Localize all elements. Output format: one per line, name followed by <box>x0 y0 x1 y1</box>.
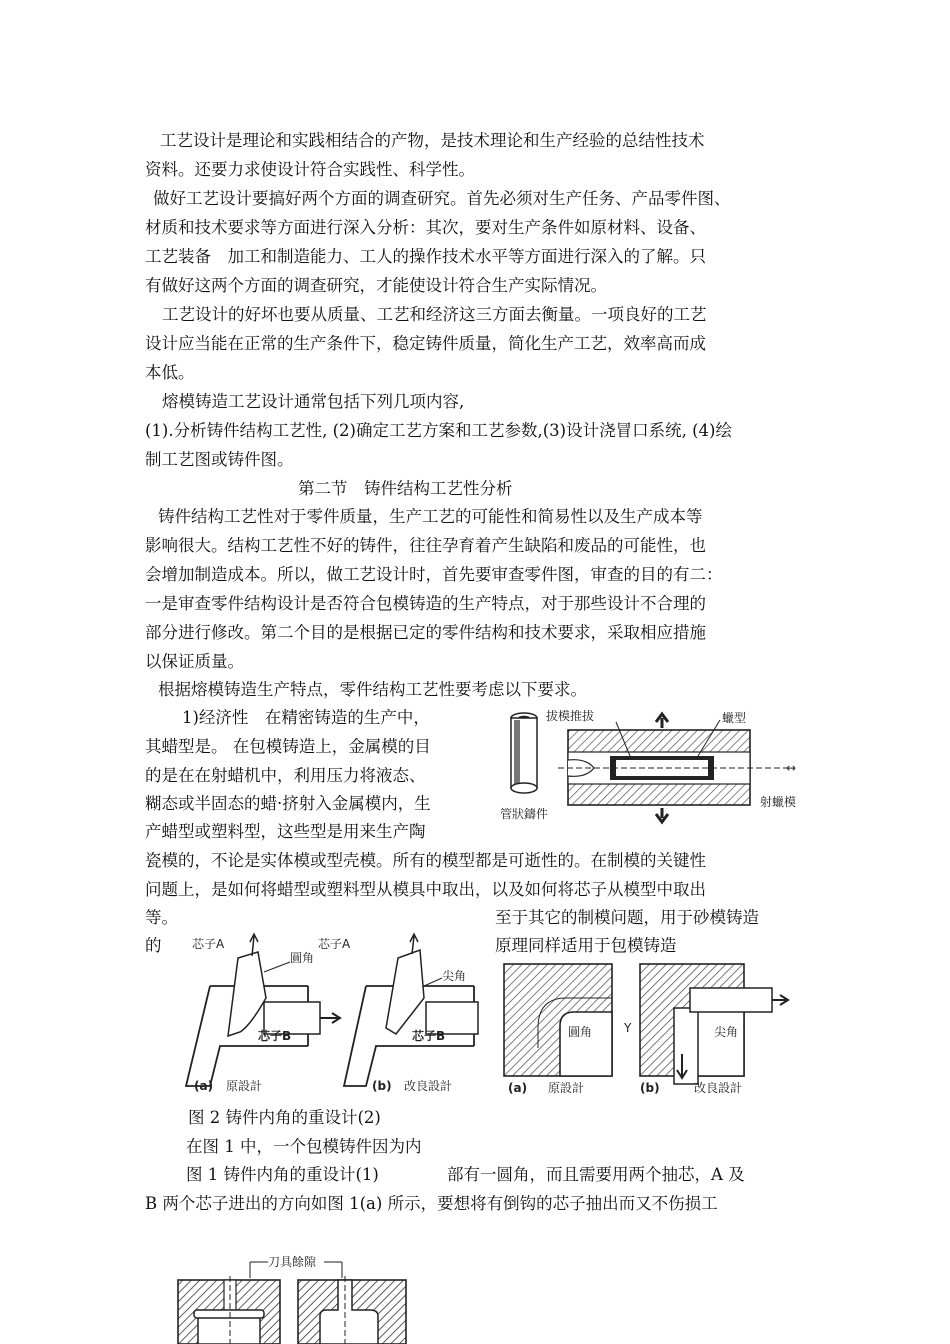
economy-line-3: 的是在在射蜡机中，利用压力将液态、 <box>145 766 426 785</box>
economy-line-8-left: 等。 <box>145 908 178 927</box>
figure-1-panel-b <box>318 934 478 1093</box>
wax-injection-figure <box>498 700 808 830</box>
arrow-up-icon <box>656 714 668 728</box>
structure-line-2: 影响很大。结构工艺性不好的铸件，往往孕育着产生缺陷和废品的可能性，也 <box>145 536 706 555</box>
section-title: 第二节 铸件结构工艺性分析 <box>298 479 513 498</box>
fig1a-round-corner: 圓角 <box>290 951 315 965</box>
research-line-2: 材质和技术要求等方面进行深入分析：其次，要对生产条件如原材料、设备、 <box>145 218 706 237</box>
figure-1-line-3: B 两个芯子进出的方向如图 1(a) 所示，要想将有倒钩的芯子抽出而又不伤损工 <box>145 1194 718 1213</box>
figure-1-intro: 在图 1 中，一个包模铸件因为内 <box>186 1137 422 1156</box>
structure-line-5: 部分进行修改。第二个目的是根据已定的零件结构和技术要求，采取相应措施 <box>145 623 706 642</box>
quality-line-3: 本低。 <box>145 363 195 382</box>
economy-line-7: 问题上，是如何将蜡型或塑料型从模具中取出，以及如何将芯子从模型中取出 <box>145 880 706 899</box>
figure-2-caption: 图 2 铸件内角的重设计(2) <box>188 1108 381 1127</box>
quality-line-2: 设计应当能在正常的生产条件下，稳定铸件质量，简化生产工艺，效率高而成 <box>145 334 706 353</box>
wax-label: 蠟型 <box>722 711 747 725</box>
fig2b-panel: (b) <box>640 1081 660 1095</box>
economy-line-6: 瓷模的，不论是实体模或型壳模。所有的模型都是可逝性的。在制模的关键性 <box>145 851 706 870</box>
arrow-down-icon <box>656 808 668 822</box>
structure-line-6: 以保证质量。 <box>145 652 244 671</box>
figure-1-continuation: 部有一圆角，而且需要用两个抽芯，A 及 <box>447 1165 745 1184</box>
fig2b-caption: 改良設計 <box>694 1081 743 1095</box>
figure-3-right-part <box>298 1276 406 1344</box>
tube-casting <box>511 713 537 793</box>
fig2a-panel: (a) <box>508 1081 528 1095</box>
figure-1-panel-a <box>186 934 340 1093</box>
economy-line-9-left: 的 <box>145 936 162 955</box>
fig2b-sharp-corner: 尖角 <box>714 1025 739 1039</box>
intro-line-1: 工艺设计是理论和实践相结合的产物，是技术理论和生产经验的总结性技术 <box>160 131 705 150</box>
fig2-y-label: Y <box>624 1021 632 1035</box>
figure-2-panel-b <box>640 964 788 1095</box>
fig1a-caption: 原設計 <box>226 1079 263 1093</box>
structure-line-1: 铸件结构工艺性对于零件质量，生产工艺的可能性和简易性以及生产成本等 <box>158 507 703 526</box>
fig1a-core-b: 芯子B <box>258 1029 292 1043</box>
economy-line-8-right: 至于其它的制模问题，用于砂模铸造 <box>495 908 759 927</box>
figure-3-left-part <box>178 1276 280 1344</box>
fig2a-caption: 原設計 <box>548 1081 585 1095</box>
economy-line-1: 1)经济性 在精密铸造的生产中， <box>182 708 430 727</box>
contents-line-3: 制工艺图或铸件图。 <box>145 450 294 469</box>
fig1a-core-a: 芯子A <box>192 937 225 951</box>
tube-label: 管狀鑄件 <box>500 807 549 821</box>
fig1b-core-b: 芯子B <box>412 1029 446 1043</box>
structure-line-3: 会增加制造成本。所以，做工艺设计时，首先要审查零件图，审查的目的有二： <box>145 565 723 584</box>
arrow-right-icon-2 <box>772 995 788 1005</box>
requirements-line: 根据熔模铸造生产特点，零件结构工艺性要考虑以下要求。 <box>158 680 587 699</box>
tool-clearance-label: 刀具餘隙 <box>268 1255 317 1269</box>
fig1b-core-a: 芯子A <box>318 937 351 951</box>
economy-line-9-right: 原理同样适用于包模铸造 <box>495 936 677 955</box>
push-label: 拔模推拔 <box>546 709 595 723</box>
research-line-1: 做好工艺设计要搞好两个方面的调查研究。首先必须对生产任务、产品零件图、 <box>153 189 731 208</box>
economy-line-4: 糊态或半固态的蜡·挤射入金属模内，生 <box>145 794 431 813</box>
fig2a-round-corner: 圓角 <box>568 1025 593 1039</box>
fig1b-caption: 改良設計 <box>404 1079 453 1093</box>
fig1b-sharp-corner: 尖角 <box>442 969 467 983</box>
figure-1-core-redesign <box>180 928 490 1100</box>
figure-1-caption: 图 1 铸件内角的重设计(1) <box>186 1165 379 1184</box>
figure-2-corner-redesign <box>494 958 794 1100</box>
structure-line-4: 一是审查零件结构设计是否符合包模铸造的生产特点，对于那些设计不合理的 <box>145 594 706 613</box>
core-a-block-2 <box>386 950 424 1034</box>
economy-line-2: 其蜡型是。 在包模铸造上，金属模的目 <box>145 737 431 756</box>
mold-label: 射蠟模 <box>760 795 797 809</box>
arrow-right-icon <box>320 1013 340 1023</box>
contents-line-1: 熔模铸造工艺设计通常包括下列几项内容, <box>162 392 465 411</box>
research-line-4: 有做好这两个方面的调查研究，才能使设计符合生产实际情况。 <box>145 276 607 295</box>
figure-3-tool-clearance <box>172 1248 412 1344</box>
figure-2-panel-a <box>504 964 612 1095</box>
fig1b-panel: (b) <box>372 1079 392 1093</box>
research-line-3: 工艺装备 加工和制造能力、工人的操作技术水平等方面进行深入的了解。只 <box>145 247 706 266</box>
arrow-end-label: ↔ <box>786 761 797 775</box>
intro-line-2: 资料。还要力求使设计符合实践性、科学性。 <box>145 160 475 179</box>
quality-line-1: 工艺设计的好坏也要从质量、工艺和经济这三方面去衡量。一项良好的工艺 <box>162 305 707 324</box>
contents-line-2: (1).分析铸件结构工艺性, (2)确定工艺方案和工艺参数,(3)设计浇冒口系统, (4)绘 <box>145 421 732 440</box>
fig1a-panel: (a) <box>194 1079 214 1093</box>
fig2b-horizontal-core <box>690 988 772 1012</box>
economy-line-5: 产蜡型或塑料型，这些型是用来生产陶 <box>145 822 426 841</box>
